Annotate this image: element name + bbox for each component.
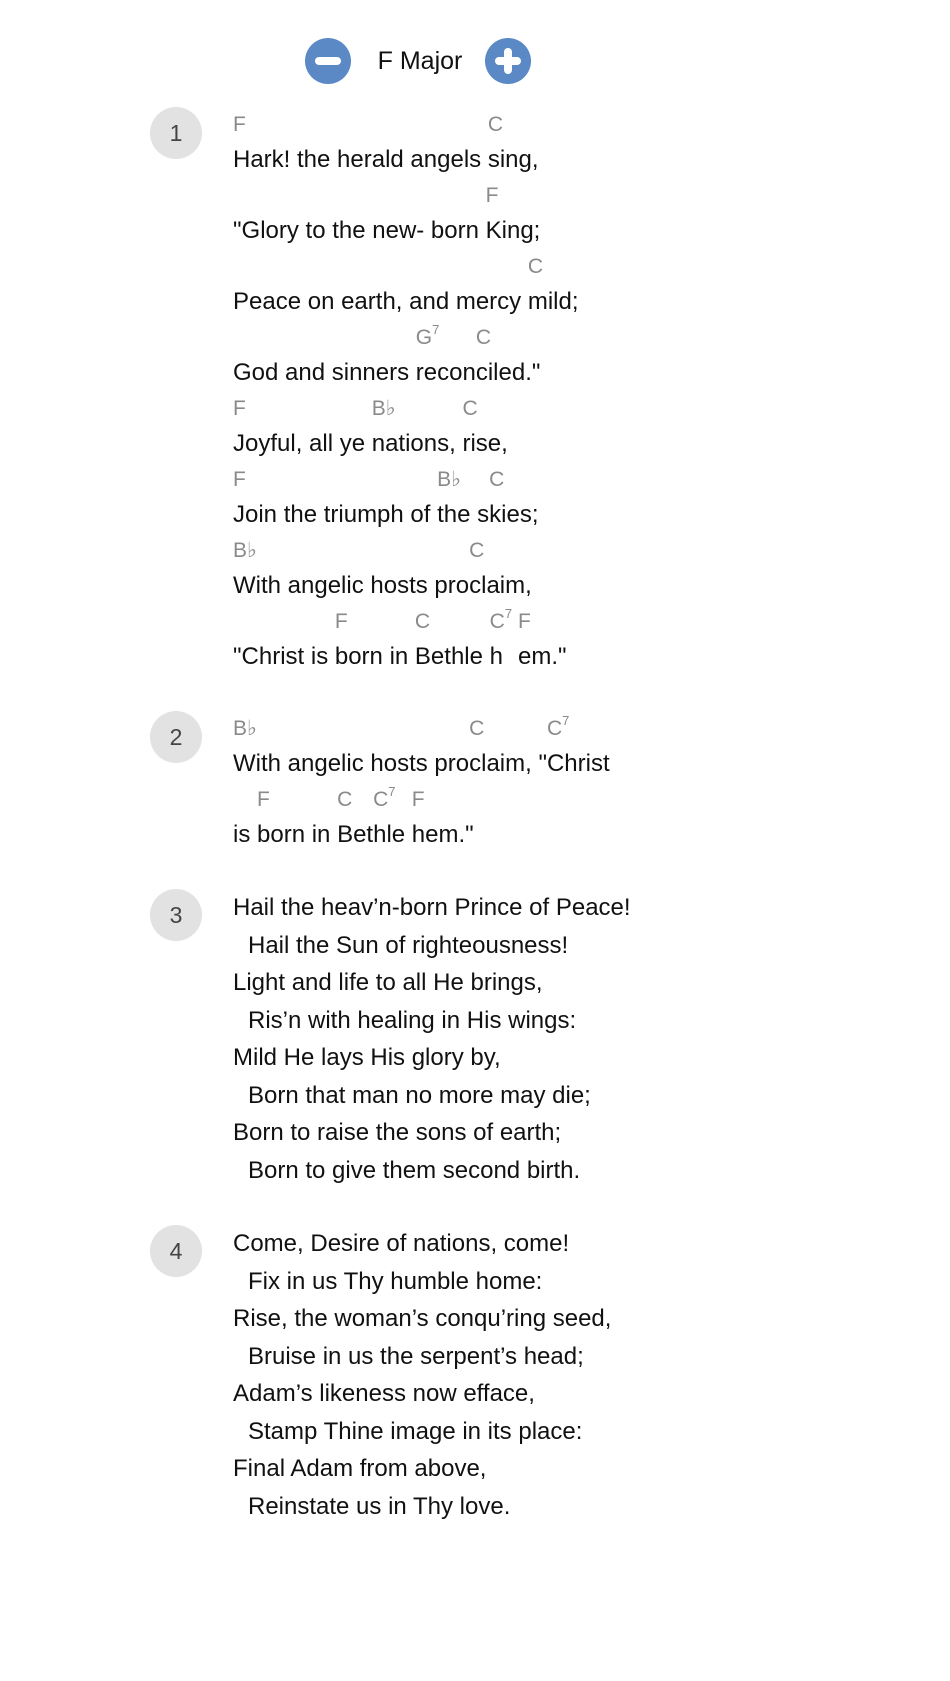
lyric-text: em." [518,643,567,670]
chord-root: F [233,468,246,491]
chord-root: B♭ [233,539,257,562]
lyric-text: Joyful, all ye [233,430,372,457]
chord-root: C [527,255,544,278]
lyric-segment [412,782,474,853]
chord-lyric-line [233,711,930,782]
chord [490,604,518,639]
lyric-text: Join the triumph of [233,501,438,528]
lyric-text: ciled." [475,359,541,386]
chord [372,391,463,426]
minus-icon [315,57,341,65]
verse-number-badge: 4 [150,1225,202,1277]
lyric-segment [416,320,476,391]
chord [233,249,528,284]
lyric-text: Bethle [414,643,490,670]
lyric-segment [233,604,335,675]
lyric-segment [233,320,416,391]
chord [233,178,486,213]
lyric-segment [257,782,337,853]
lyric-line: Bruise in us the serpent’s head; [248,1342,584,1370]
lyric-text: Hark! the herald angels [233,146,488,173]
lyric-line: Rise, the woman’s conqu’ring seed, [233,1305,612,1332]
lyric-segment [437,462,489,533]
chord-root: C [373,788,389,811]
lyric-segment [469,711,547,782]
lyric-text: rise, [462,430,508,457]
chord [518,604,567,639]
chord-root: C [414,610,431,633]
lyric-text: born in [257,821,338,848]
lyric-line: Final Adam from above, [233,1455,487,1482]
lyric-segment [372,391,463,462]
chord [257,782,337,817]
chord-root: F [411,788,425,811]
lyric-text: is [233,821,257,848]
lyric-text: recon [415,359,476,386]
lyric-text: sing, [487,146,539,173]
chord-root: C [475,326,491,349]
chord-root: B♭ [371,397,396,420]
chord-lyric-line [233,178,930,249]
verse-3 [150,889,930,1189]
plus-icon-bar [504,48,512,74]
chord-lyric-line [233,462,930,533]
lyric-segment [476,320,541,391]
chord [233,107,488,142]
chord-root: C [487,113,503,136]
chord-extension: 7 [562,713,570,728]
lyric-line: Light and life to all He brings, [233,969,543,996]
lyric-segment [233,711,469,782]
chord [489,462,538,497]
chord [233,711,469,746]
current-key-label: F Major [377,46,463,75]
chord-lyric-line [233,391,930,462]
lyric-text: Christ [546,750,610,777]
lyric-segment [490,604,518,675]
lyric-line: Come, Desire of nations, come! [233,1230,570,1257]
chord [233,391,372,426]
lyric-text: God and sinners [233,359,416,386]
chord-root: C [489,610,505,633]
lyric-text: born in [334,643,415,670]
chord [233,533,469,568]
verse-number-badge: 1 [150,107,202,159]
verse-2 [150,711,930,853]
chord-lyric-line [233,604,930,675]
chord-root: C [337,788,353,811]
lyric-segment [233,107,488,178]
lyric-line: Hail the heav’n-born Prince of Peace! [233,894,631,921]
lyric-line: Adam’s likeness now efface, [233,1380,535,1407]
chord-extension: 7 [388,784,396,799]
chord [373,782,412,817]
chord-root: C [469,717,485,740]
chord [233,462,437,497]
chord-root: F [233,113,246,136]
lyric-text: Bet [337,821,374,848]
chord [462,391,507,426]
key-selector [0,38,836,84]
lyric-text: "Christ is [233,643,335,670]
lyric-text: With angelic hosts pro [233,572,470,599]
chord-extension: 7 [432,322,440,337]
lyric-line: Born to raise the sons of earth; [233,1119,562,1146]
lyric-segment [469,533,532,604]
chord [337,782,373,817]
lyric-text: claim, " [469,750,547,777]
verse-number-badge: 2 [150,711,202,763]
lyric-segment [547,711,610,782]
chord-root: F [257,788,270,811]
chord-lyric-line [233,533,930,604]
lyric-text: mild; [527,288,579,315]
lyric-line: Mild He lays His glory by, [233,1044,501,1071]
song-verses [150,107,930,1561]
lyric-text: claim, [469,572,532,599]
chord [469,711,547,746]
lyric-segment [528,249,579,320]
transpose-down-button[interactable] [305,38,351,84]
lyric-text: nations, [371,430,463,457]
lyric-segment [337,782,373,853]
chord-root: C [489,468,505,491]
chord-root: C [469,539,485,562]
lyric-line: Hail the Sun of righteousness! [248,931,569,959]
chord [528,249,579,284]
lyric-segment [462,391,507,462]
lyric-line: Fix in us Thy humble home: [248,1267,543,1295]
chord [233,782,257,817]
chord [335,604,415,639]
chord-root: C [546,717,563,740]
chord-lyric-line [233,782,930,853]
lyric-line: Stamp Thine image in its place: [248,1417,583,1445]
chord-lyric-line [233,249,930,320]
lyric-text: hle [373,821,412,848]
lyric-segment [233,391,372,462]
lyric-text: kies; [489,501,539,528]
verse-1 [150,107,930,675]
verse-4 [150,1225,930,1525]
chord-root: G [415,326,433,349]
lyric-line: Born that man no more may die; [248,1081,591,1109]
lyric-segment [233,462,437,533]
lyric-line: Born to give them second birth. [248,1156,581,1184]
lyric-segment [486,178,541,249]
lyric-text: hem." [411,821,474,848]
lyric-line: Reinstate us in Thy love. [248,1492,511,1520]
lyric-text: the s [437,501,490,528]
transpose-up-button[interactable] [485,38,531,84]
lyric-segment [518,604,567,675]
chord [486,178,541,213]
chord-lyric-line [233,107,930,178]
lyric-line: Ris’n with healing in His wings: [248,1006,577,1034]
chord-extension: 7 [504,606,513,621]
lyric-segment [233,782,257,853]
lyric-text: King; [485,217,541,244]
lyric-segment [488,107,539,178]
chord-root: F [334,610,348,633]
lyric-text: With angelic hosts pro [233,750,470,777]
chord [233,604,335,639]
chord-lyric-line [233,320,930,391]
chord [437,462,489,497]
lyric-segment [233,533,469,604]
lyric-segment [415,604,490,675]
lyric-segment [233,178,486,249]
lyric-text: h [489,643,503,670]
verse-number-badge: 3 [150,889,202,941]
chord [415,604,490,639]
chord [416,320,476,355]
chord [412,782,474,817]
chord [469,533,532,568]
lyric-segment [233,249,528,320]
chord-root: F [518,610,531,633]
chord [547,711,610,746]
lyric-text: Peace on earth, and mercy [233,288,528,315]
lyric-text: "Glory to the new- born [233,217,486,244]
lyric-segment [373,782,412,853]
lyric-segment [335,604,415,675]
lyric-segment [489,462,538,533]
chord [476,320,541,355]
chord-root: B♭ [233,717,257,740]
chord-root: B♭ [437,468,462,491]
chord [488,107,539,142]
chord-root: F [233,397,246,420]
chord-root: F [485,184,499,207]
chord [233,320,416,355]
chord-root: C [462,397,478,420]
